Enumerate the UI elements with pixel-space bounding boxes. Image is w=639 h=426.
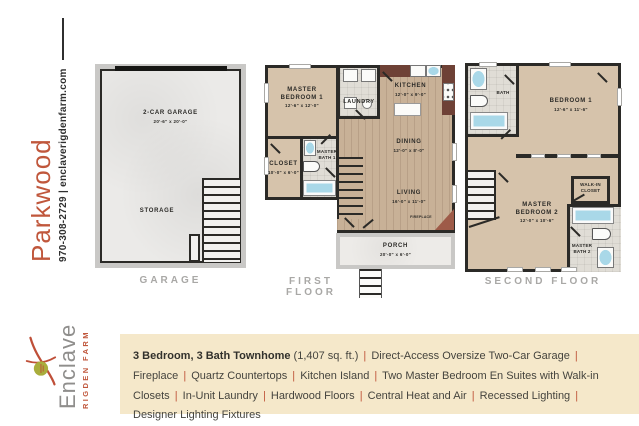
garage-section-label: GARAGE [139,275,202,286]
window [535,267,551,272]
window [549,62,571,67]
storage-label: STORAGE [139,208,175,214]
footer-sqft: (1,407 sq. ft.) [293,350,359,362]
bath2-sink-fixture [597,247,614,268]
feature-separator: | [183,369,187,382]
garage-stairs [202,178,240,262]
bath2-label: MASTER BATH 2 [571,243,593,254]
kitchen-label: KITCHEN 12'-0" x 9'-0" [394,83,427,97]
feature-separator: | [374,369,378,382]
porch-steps [359,269,382,298]
footer-feature: Fireplace [133,369,179,382]
feature-separator: | [292,369,296,382]
window [264,83,269,103]
fireplace-label: FIREPLACE [410,215,432,219]
footer-feature: Two Master Bedroom En Suites with Walk-in Closets [133,369,599,402]
kitchen-sink-fixture [426,65,441,77]
laundry-label: LAUNDRY [343,99,375,105]
footer-feature: Hardwood Floors [270,389,355,402]
bath1-toilet-fixture [303,161,320,172]
mb1-label: MASTER BEDROOM 1 12'-6" x 12'-0" [280,87,324,108]
window [452,143,457,161]
feature-separator: | [359,389,363,402]
bath2-toilet-fixture [592,228,611,240]
dining-label: DINING 12'-0" x 8'-0" [393,139,425,153]
footer-feature: Central Heat and Air [367,389,467,402]
footer-bar [120,334,639,422]
footer-description [133,347,613,426]
living-label: LIVING 16'-0" x 11'-0" [392,190,426,204]
window [617,88,622,106]
enclave-logo [0,288,116,414]
feature-separator: | [363,350,367,362]
bath-toilet-fixture [470,95,488,107]
footer-feature: Designer Lighting Fixtures [133,409,261,422]
footer-title: 3 Bedroom, 3 Bath Townhome [133,350,291,362]
feature-separator: | [174,389,178,402]
window [289,64,311,69]
washer-fixture [343,69,358,82]
dryer-fixture [361,69,376,82]
first-floor-section-label: FIRST FLOOR [286,276,336,298]
second-floor-section-label: SECOND FLOOR [484,276,602,287]
feature-separator: | [574,350,578,362]
first-floor-stairs [337,157,363,219]
first-floor-plan [263,57,457,300]
garage-door [115,66,227,71]
stove-fixture [443,83,454,101]
feature-separator: | [262,389,266,402]
feature-separator: | [471,389,475,402]
walkin-closet-label: WALK-IN CLOSET [580,182,601,193]
contact-line [58,18,69,262]
dishwasher-fixture [410,65,426,77]
bath1-tub-fixture [303,180,336,196]
window [452,185,457,203]
footer-feature: Kitchen Island [300,369,370,382]
feature-separator: | [575,389,579,402]
porch-label: PORCH 20'-0" x 6'-0" [379,243,412,257]
mb2-label: MASTER BEDROOM 2 12'-0" x 10'-6" [515,202,559,223]
second-floor-plan [463,60,623,275]
window [507,267,523,272]
second-floor-stairs [468,170,496,220]
brand-block [28,18,69,262]
garage-room-label: 2-CAR GARAGE 20'-6" x 20'-0" [95,110,246,124]
garage-room-dim: 20'-6" x 20'-0" [153,118,188,124]
bath1-sink-fixture [304,140,316,156]
footer-feature: Quartz Countertops [191,369,288,382]
garage-stair-newel [189,234,200,262]
closet-door-gap [531,154,545,158]
contact-text: 970-308-2729 | enclaverigdenfarm.com [58,68,69,262]
logo-subtitle: RIGDEN FARM [81,330,91,409]
plan-name: Parkwood [26,138,56,262]
enclave-tree-icon [26,335,56,387]
kitchen-island [394,103,421,116]
bath1-label: MASTER BATH 1 [316,149,338,160]
closet-door-gap [587,154,601,158]
footer-feature: In-Unit Laundry [182,389,258,402]
bath-label: BATH [496,90,510,95]
logo-name: Enclave [54,323,80,409]
bath2-tub-fixture [572,207,614,224]
bath-sink-fixture [470,68,487,90]
bedroom1-label: BEDROOM 1 12'-6" x 11'-6" [549,98,593,112]
bath-tub-fixture [470,112,508,130]
window [479,62,497,67]
footer-feature: Direct-Access Oversize Two-Car Garage [371,350,570,362]
garage-floor-plan [95,64,246,268]
footer-feature: Recessed Lighting [479,389,571,402]
closet-label: CLOSET 10'-0" x 6'-0" [267,161,300,175]
window [561,267,577,272]
closet-door-gap [557,154,571,158]
contact-rule [62,18,64,60]
